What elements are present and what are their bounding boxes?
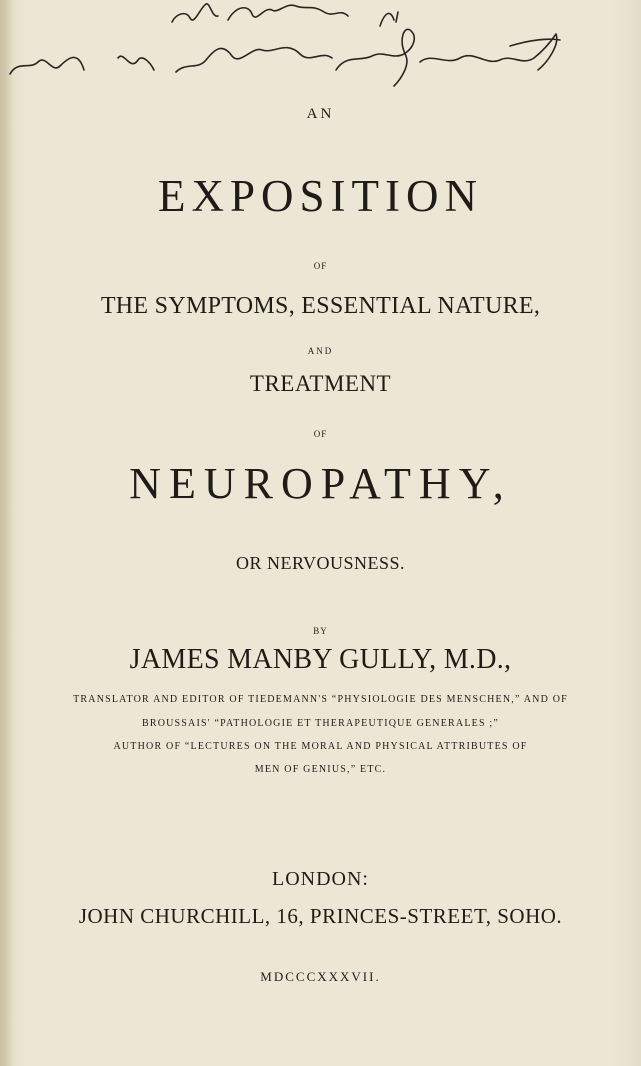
disease-title: NEUROPATHY, (129, 459, 512, 508)
author-credential: AUTHOR OF “LECTURES ON THE MORAL AND PHYSICAL ATTRIBUTES OF (113, 741, 528, 752)
treatment-line: TREATMENT (249, 371, 392, 396)
connector-of-2: OF (313, 429, 328, 439)
publication-place: LONDON: (272, 868, 369, 890)
connector-of: OF (313, 261, 328, 271)
author-name: JAMES MANBY GULLY, M.D., (129, 644, 512, 675)
alternate-title: OR NERVOUSNESS. (235, 553, 406, 573)
subject-line: THE SYMPTOMS, ESSENTIAL NATURE, (100, 293, 541, 319)
author-credential: MEN OF GENIUS,” ETC. (254, 764, 387, 775)
handwritten-inscription (0, 0, 641, 100)
main-title: EXPOSITION (158, 171, 483, 221)
connector-and: AND (307, 346, 334, 356)
byline-label: BY (313, 626, 328, 636)
title-prefix: AN (306, 106, 335, 122)
author-credential: TRANSLATOR AND EDITOR OF TIEDEMANN'S “PHYSIOLOGIE DES MENSCHEN,” AND OF (73, 694, 568, 705)
publisher-line: JOHN CHURCHILL, 16, PRINCES-STREET, SOHO. (78, 904, 563, 928)
author-credential: BROUSSAIS' “PATHOLOGIE ET THERAPEUTIQUE GENERALES ;” (141, 718, 500, 729)
publication-year: MDCCCXXXVII. (260, 969, 381, 984)
